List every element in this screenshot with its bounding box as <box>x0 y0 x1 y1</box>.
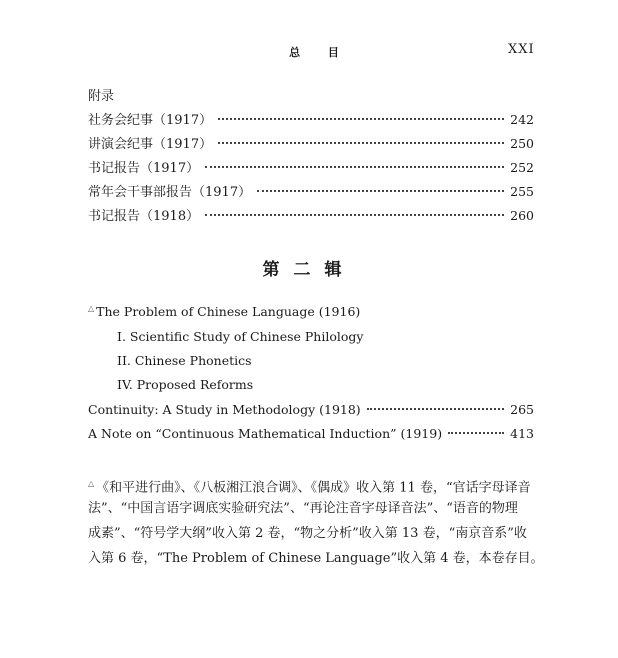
toc-entry-title: A Note on “Continuous Mathematical Induction” (1919) <box>88 426 443 441</box>
toc-entry-title: Continuity: A Study in Methodology (1918) <box>88 402 361 417</box>
toc-sub-item: I. Scientific Study of Chinese Philology <box>117 329 364 344</box>
dot-leader <box>218 118 504 120</box>
toc-entry-page: 252 <box>510 160 534 175</box>
section-heading: 第二辑 <box>262 260 356 280</box>
triangle-marker-icon: △ <box>88 479 95 488</box>
triangle-marker-icon: △ <box>88 304 95 313</box>
dot-leader <box>218 142 504 144</box>
toc-entry[interactable] <box>88 181 534 201</box>
toc-entry[interactable] <box>88 133 534 153</box>
page-numeral: XXI <box>508 42 535 57</box>
toc-entry-title: 书记报告（1917） <box>88 161 200 176</box>
footnote-line: 法”、“中国言语字调底实验研究法”、“再论注音字母译音法”、“语音的物理 <box>88 501 518 516</box>
toc-entry-page: 265 <box>510 402 534 417</box>
footnote-line: 成素”、“符号学大纲”收入第 2 卷，“物之分析”收入第 13 卷，“南京音系”收 <box>88 526 527 541</box>
appendix-label: 附录 <box>88 89 115 104</box>
toc-sub-item: II. Chinese Phonetics <box>117 353 252 368</box>
footnote-line: 入第 6 卷，“The Problem of Chinese Language”收入第 4 卷，本卷存目。 <box>88 551 544 566</box>
toc-entry-title: 讲演会纪事（1917） <box>88 137 213 152</box>
toc-entry-page: 413 <box>510 426 534 441</box>
toc-entry[interactable] <box>88 157 534 177</box>
toc-entry-page: 255 <box>510 184 534 199</box>
toc-entry-main-title[interactable] <box>88 304 360 319</box>
toc-entry-page: 260 <box>510 208 534 223</box>
toc-entry-page: 242 <box>510 112 534 127</box>
toc-entry[interactable] <box>88 109 534 129</box>
toc-sub-item: IV. Proposed Reforms <box>117 377 254 392</box>
page-header <box>0 44 618 64</box>
toc-entry-title: 常年会干事部报告（1917） <box>88 185 252 200</box>
toc-entry[interactable] <box>88 402 534 422</box>
dot-leader <box>257 190 504 192</box>
dot-leader <box>448 432 504 434</box>
toc-entry-title: 书记报告（1918） <box>88 209 200 224</box>
running-title: 总 目 <box>289 46 351 59</box>
dot-leader <box>205 166 504 168</box>
toc-entry-page: 250 <box>510 136 534 151</box>
toc-entry[interactable] <box>88 426 534 446</box>
footnote-text: 《和平进行曲》、《八板湘江浪合调》、《偶成》收入第 11 卷，“官话字母译音 <box>96 480 531 496</box>
toc-entry-title: 社务会纪事（1917） <box>88 113 213 128</box>
footnote-line <box>88 471 538 496</box>
entry-title-text: The Problem of Chinese Language (1916) <box>96 304 361 320</box>
footnote <box>88 471 544 571</box>
dot-leader <box>205 214 504 216</box>
toc-entry[interactable] <box>88 205 534 225</box>
dot-leader <box>367 408 504 410</box>
